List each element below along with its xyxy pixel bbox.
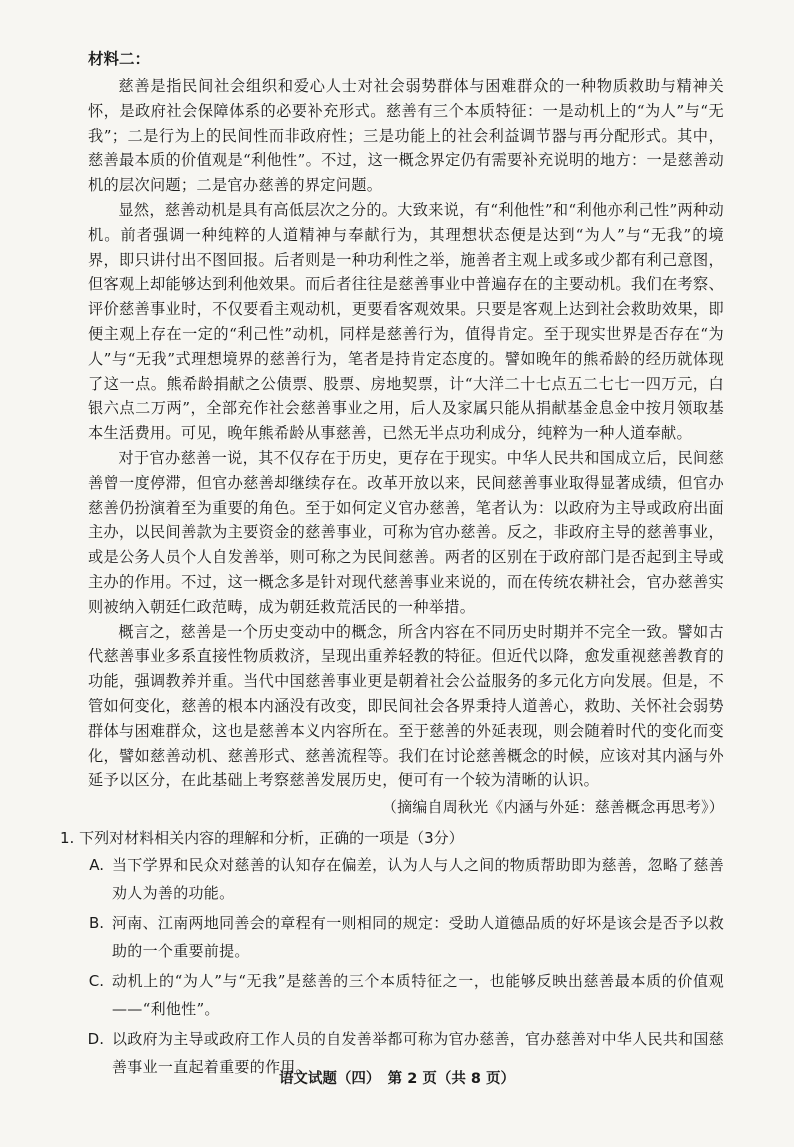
paragraph-1: 慈善是指民间社会组织和爱心人士对社会弱势群体与困难群众的一种物质救助与精神关怀，是政府社会保障体系的必要补充形式。慈善有三个本质特征：一是动机上的“为人”与“无我”；二是行为上的民间性而非政府性；三是功能上的社会利益调节器与再分配形式。其中，慈善最本质的价值观是“利他性”。不过，这一概念界定仍有需要补充说明的地方：一是慈善动机的层次问题；二是官办慈善的界定问题。	[88, 77, 724, 195]
option-letter: C.	[88, 972, 104, 991]
paragraph-2: 显然，慈善动机是具有高低层次之分的。大致来说，有“利他性”和“利他亦利己性”两种动机。前者强调一种纯粹的人道精神与奉献行为，其理想状态便是达到“为人”与“无我”的境界，即只讲付出不图回报。后者则是一种功利性之举，施善者主观上或多或少都有利己意图，但客观上却能够达到利他效果。而后者往往是慈善事业中普遍存在的主要动机。我们在考察、评价慈善事业时，不仅要看主观动机，更要看客观效果。只要是客观上达到社会救助效果，即便主观上存在一定的“利己性”动机，同样是慈善行为，值得肯定。至于现实世界是否存在“为人”与“无我”式理想境界的慈善行为，笔者是持肯定态度的。譬如晚年的熊希龄的经历就体现了这一点。熊希龄捐献之公债票、股票、房地契票，计“大洋二十七点五二七七一四万元，白银六点二万两”，全部充作社会慈善事业之用，后人及家属只能从捐献基金息金中按月领取基本生活费用。可见，晚年熊希龄从事慈善，已然无半点功利成分，纯粹为一种人道奉献。	[88, 200, 724, 443]
option-text: 河南、江南两地同善会的章程有一则相同的规定：受助人道德品质的好坏是该会是否予以救助的一个重要前提。	[112, 914, 725, 961]
option-c	[60, 967, 724, 1023]
option-letter: D.	[87, 1030, 104, 1049]
paragraph-4: 概言之，慈善是一个历史变动中的概念，所含内容在不同历史时期并不完全一致。譬如古代慈善事业多系直接性物质救济，呈现出重养轻教的特征。但近代以降，愈发重视慈善教育的功能，强调教养并重。当代中国慈善事业更是朝着社会公益服务的多元化方向发展。但是，不管如何变化，慈善的根本内涵没有改变，即民间社会各界秉持人道善心，救助、关怀社会弱势群体与困难群众，这也是慈善本义内容所在。至于慈善的外延表现，则会随着时代的变化而变化，譬如慈善动机、慈善形式、慈善流程等。我们在讨论慈善概念的时候，应该对其内涵与外延予以区分，在此基础上考察慈善发展历史，便可有一个较为清晰的认识。	[88, 622, 724, 790]
question-1	[60, 825, 724, 1081]
option-text: 以政府为主导或政府工作人员的自发善举都可称为官办慈善，官办慈善对中华人民共和国慈善事业一直起着重要的作用。	[112, 1030, 725, 1077]
option-b	[60, 909, 724, 965]
option-text: 当下学界和民众对慈善的认知存在偏差，认为人与人之间的物质帮助即为慈善，忽略了慈善劝人为善的功能。	[112, 856, 725, 903]
paragraph-3: 对于官办慈善一说，其不仅存在于历史，更存在于现实。中华人民共和国成立后，民间慈善曾一度停滞，但官办慈善却继续存在。改革开放以来，民间慈善事业取得显著成绩，但官办慈善仍扮演着至为重要的角色。至于如何定义官办慈善，笔者认为：以政府为主导或政府出面主办，以民间善款为主要资金的慈善事业，可称为官办慈善。反之，非政府主导的慈善事业，或是公务人员个人自发善举，则可称之为民间慈善。两者的区别在于政府部门是否起到主导或主办的作用。不过，这一概念多是针对现代慈善事业来说的，而在传统农耕社会，官办慈善实则被纳入朝廷仁政范畴，成为朝廷救荒活民的一种举措。	[88, 448, 724, 616]
option-letter: B.	[88, 914, 104, 933]
question-stem: 1. 下列对材料相关内容的理解和分析，正确的一项是（3分）	[60, 829, 464, 848]
option-a	[60, 851, 724, 907]
option-letter: A.	[89, 856, 104, 875]
page-footer: 语文试题（四） 第 2 页（共 8 页）	[278, 1071, 516, 1087]
material-heading: 材料二：	[88, 50, 151, 68]
source-citation: （摘编自周秋光《内涵与外延：慈善概念再思考》）	[381, 798, 724, 817]
option-text: 动机上的“为人”与“无我”是慈善的三个本质特征之一，也能够反映出慈善最本质的价值观——“利他性”。	[112, 972, 724, 1019]
